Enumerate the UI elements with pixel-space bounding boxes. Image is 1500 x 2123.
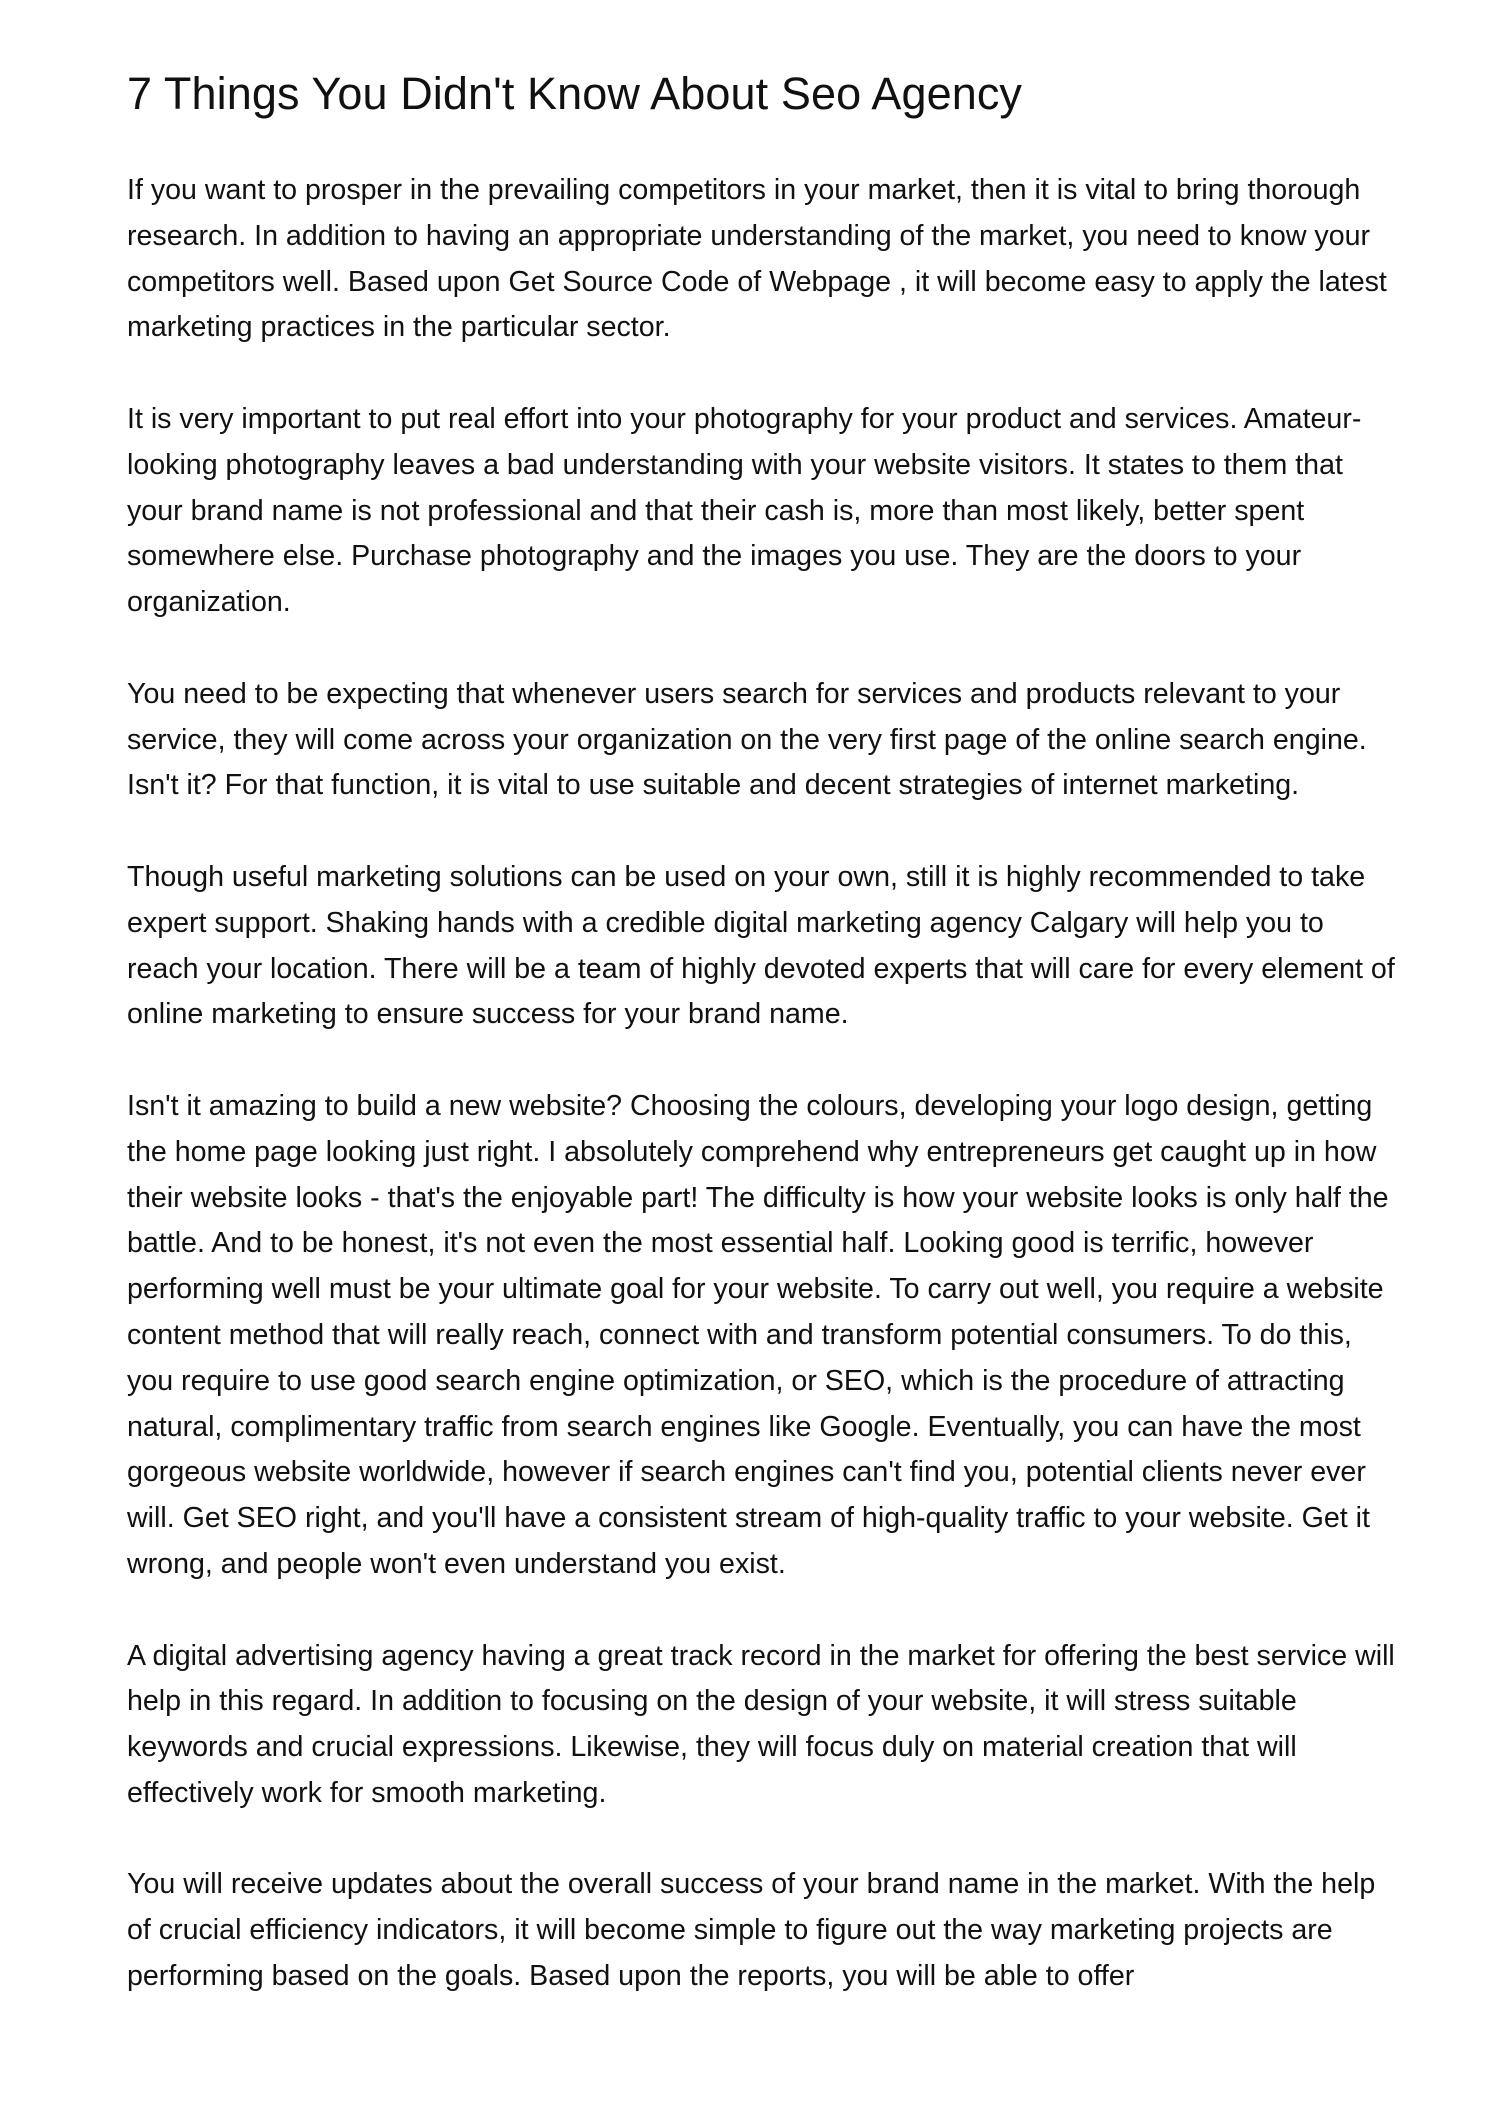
- paragraph: Isn't it amazing to build a new website? Choosing the colours, developing your logo design, getting the home page looking just right. I absolutely comprehend why entrepreneurs get caught up in how their website looks - that's the enjoyable part! The difficulty is how your website looks is only half the battle. And to be honest, it's not even the most essential half. Looking good is terrific, however performing well must be your ultimate goal for your website. To carry out well, you require a website content method that will really reach, connect with and transform potential consumers. To do this, you require to use good search engine optimization, or SEO, which is the procedure of attracting natural, complimentary traffic from search engines like Google. Eventually, you can have the most gorgeous website worldwide, however if search engines can't find you, potential clients never ever will. Get SEO right, and you'll have a consistent stream of high-quality traffic to your website. Get it wrong, and people won't even understand you exist.: [127, 1089, 1389, 1580]
- paragraph: If you want to prosper in the prevailing competitors in your market, then it is vital to bring thorough research. In addition to having an appropriate understanding of the market, you need to know your competitors well. Based upon Get Source Code of Webpage , it will become easy to apply the latest marketing practices in the particular sector.: [127, 174, 1387, 344]
- paragraph: Though useful marketing solutions can be used on your own, still it is highly recommended to take expert support. Shaking hands with a credible digital marketing agency Calgary will help you to reach your location. There will be a team of highly devoted experts that will care for every element of online marketing to ensure success for your brand name.: [127, 860, 1395, 1031]
- paragraph: You will receive updates about the overall success of your brand name in the market. With the help of crucial efficiency indicators, it will become simple to figure out the way marketing projects are performing based on the goals. Based upon the reports, you will be able to offer: [127, 1868, 1376, 1993]
- paragraph: A digital advertising agency having a great track record in the market for offering the best service will help in this regard. In addition to focusing on the design of your website, it will stress suitable keywords and crucial expressions. Likewise, they will focus duly on material creation that will effectively work for smooth marketing.: [127, 1639, 1395, 1809]
- page-title: 7 Things You Didn't Know About Seo Agency: [127, 68, 1023, 119]
- paragraph: It is very important to put real effort into your photography for your product and services. Amateur-looking photography leaves a bad understanding with your website visitors. It states to them that your brand name is not professional and that their cash is, more than most likely, better spent somewhere else. Purchase photography and the images you use. They are the doors to your organization.: [127, 402, 1362, 619]
- document-body: [127, 64, 1397, 2000]
- paragraph: You need to be expecting that whenever users search for services and products relevant to your service, they will come across your organization on the very first page of the online search engine. Isn't it? For that function, it is vital to use suitable and decent strategies of internet marketing.: [127, 677, 1367, 802]
